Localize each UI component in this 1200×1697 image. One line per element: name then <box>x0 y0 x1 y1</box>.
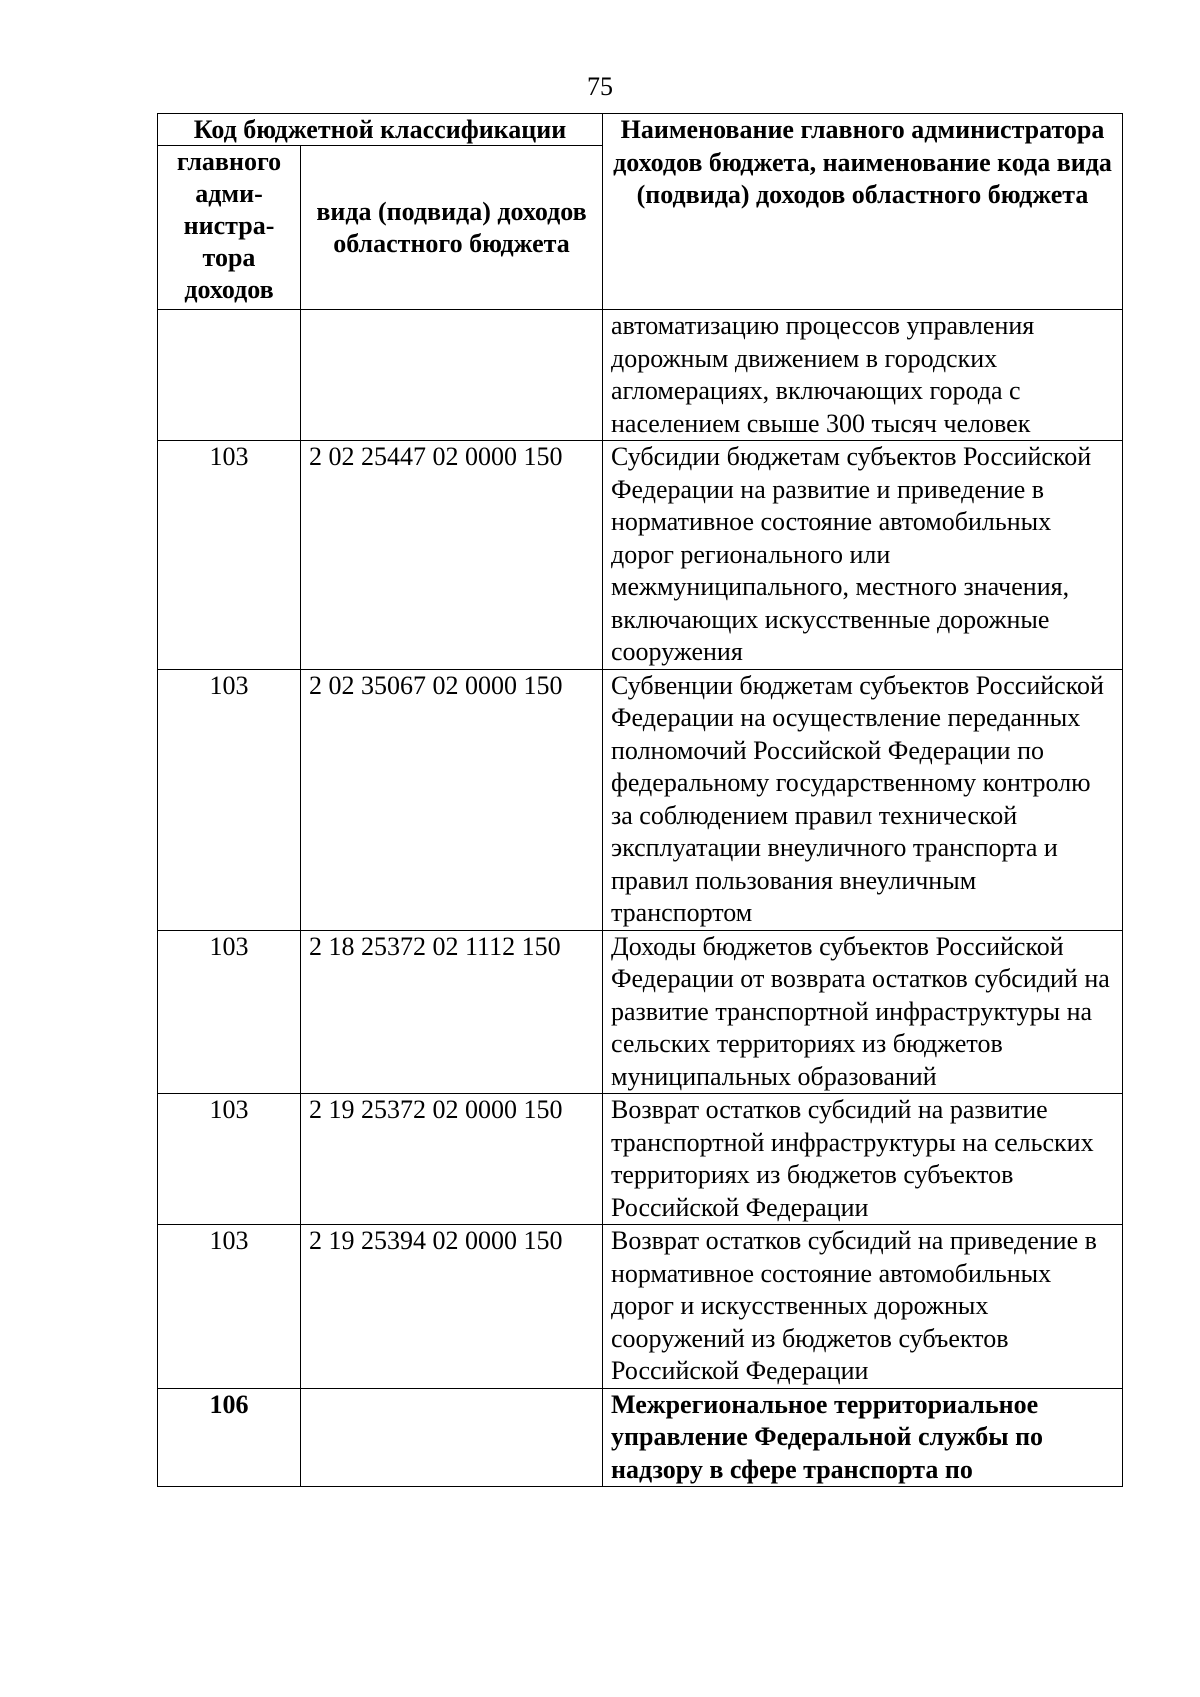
admin-code-cell: 103 <box>158 669 301 930</box>
table-row <box>158 669 1123 930</box>
admin-code-cell: 103 <box>158 1094 301 1225</box>
admin-code-cell: 106 <box>158 1388 301 1487</box>
income-code-cell: 2 02 35067 02 0000 150 <box>301 669 603 930</box>
description-cell: Субсидии бюджетам субъектов Российской Федерации на развитие и приведение в нормативное состояние автомобильных дорог регионального или межмуниципального, местного значения, включающих искусственные дорожные сооружения <box>603 441 1123 670</box>
admin-code-cell: 103 <box>158 1225 301 1389</box>
admin-code-cell: 103 <box>158 930 301 1094</box>
admin-code-cell: 103 <box>158 441 301 670</box>
budget-classification-table <box>157 113 1123 1487</box>
description-cell: Возврат остатков субсидий на приведение в нормативное состояние автомобильных дорог и искусственных дорожных сооружений из бюджетов субъектов Российской Федерации <box>603 1225 1123 1389</box>
income-code-cell: 2 18 25372 02 1112 150 <box>301 930 603 1094</box>
description-cell: Возврат остатков субсидий на развитие транспортной инфраструктуры на сельских территориях из бюджетов субъектов Российской Федерации <box>603 1094 1123 1225</box>
table-row <box>158 1225 1123 1389</box>
description-cell: Межрегиональное территориальное управление Федеральной службы по надзору в сфере транспорта по <box>603 1388 1123 1487</box>
description-cell: Доходы бюджетов субъектов Российской Федерации от возврата остатков субсидий на развитие транспортной инфраструктуры на сельских территориях из бюджетов муниципальных образований <box>603 930 1123 1094</box>
income-code-cell: 2 02 25447 02 0000 150 <box>301 441 603 670</box>
header-group-label: Код бюджетной классификации <box>158 114 603 146</box>
description-cell: Субвенции бюджетам субъектов Российской Федерации на осуществление переданных полномочий Российской Федерации по федеральному государственному контролю за соблюдением правил технической эксплуатации внеуличного транспорта и правил пользования внеуличным транспортом <box>603 669 1123 930</box>
income-code-cell <box>301 310 603 441</box>
income-code-cell: 2 19 25394 02 0000 150 <box>301 1225 603 1389</box>
page-number: 75 <box>587 72 613 101</box>
header-name-column: Наименование главного администратора доходов бюджета, наименование кода вида (подвида) доходов областного бюджета <box>603 114 1123 310</box>
income-code-cell <box>301 1388 603 1487</box>
table-row <box>158 930 1123 1094</box>
income-code-cell: 2 19 25372 02 0000 150 <box>301 1094 603 1225</box>
table-row <box>158 441 1123 670</box>
table-row <box>158 1094 1123 1225</box>
table-row <box>158 1388 1123 1487</box>
admin-code-cell <box>158 310 301 441</box>
description-cell: автоматизацию процессов управления дорожным движением в городских агломерациях, включающих города с населением свыше 300 тысяч человек <box>603 310 1123 441</box>
table-row <box>158 310 1123 441</box>
header-code-column: вида (подвида) доходов областного бюджета <box>301 146 603 310</box>
header-admin-column: главного адми-нистра-тора доходов <box>158 146 301 310</box>
